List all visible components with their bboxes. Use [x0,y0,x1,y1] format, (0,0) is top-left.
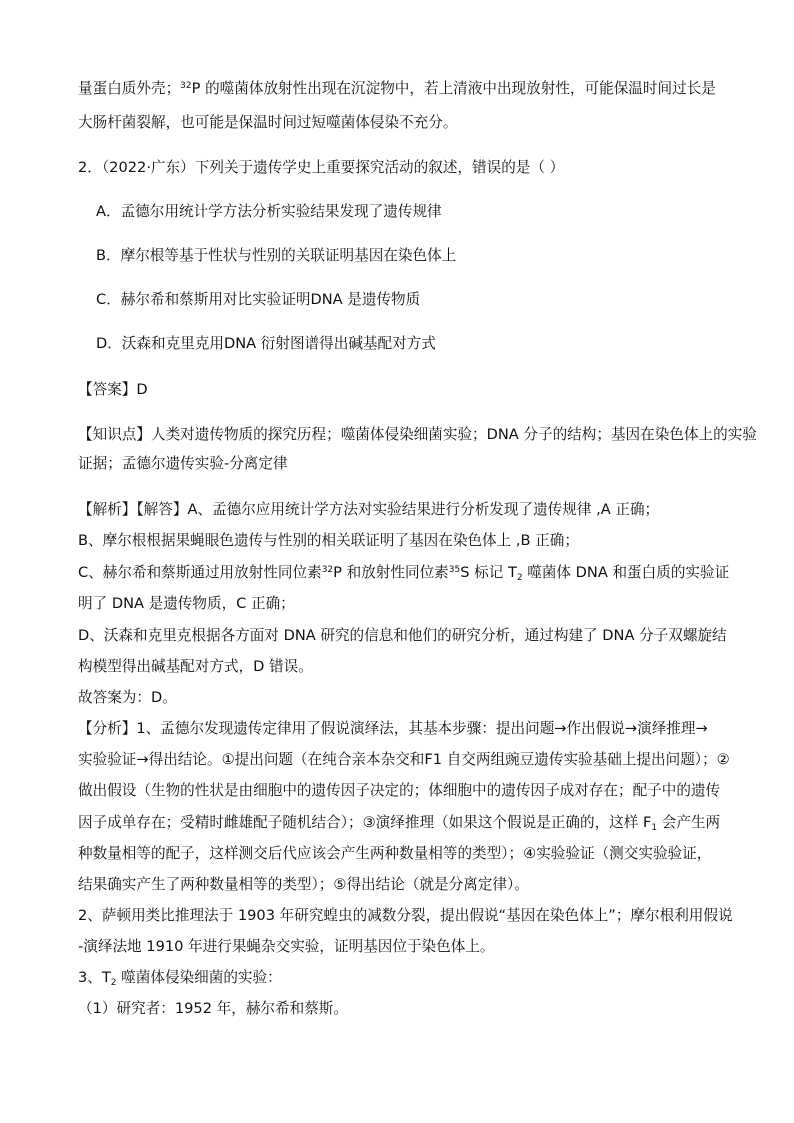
knowledge-points-cont: 证据；孟德尔遗传实验-分离定律 [78,455,288,472]
option-a: A．孟德尔用统计学方法分析实验结果发现了遗传规律 [96,203,442,220]
analysis-section: 结果确实产生了两种数量相等的类型）；⑤得出结论（就是分离定律）。 [78,876,529,893]
analysis-line: B、摩尔根根据果蝇眼色遗传与性别的相关联证明了基因在染色体上 ,B 正确； [78,532,579,549]
text-line: 大肠杆菌裂解，也可能是保温时间过短噬菌体侵染不充分。 [78,114,458,131]
analysis-line: C、赫尔希和蔡斯通过用放射性同位素$^{32}$P 和放射性同位素$^{35}$S 标记 $T_2$ 噬菌体 DNA 和蛋白质的实验证 [78,564,730,583]
analysis-section: 做出假设（生物的性状是由细胞中的遗传因子决定的；体细胞中的遗传因子成对存在；配子中的遗传 [78,782,721,799]
analysis-line: D、沃森和克里克根据各方面对 DNA 研究的信息和他们的研究分析，通过构建了 DNA 分子双螺旋结 [78,627,727,644]
analysis-section: 实验验证→得出结论。①提出问题（在纯合亲本杂交和F1 自交两组豌豆遗传实验基础上提出问题）；② [78,751,730,768]
option-c: C．赫尔希和蔡斯用对比实验证明DNA 是遗传物质 [96,291,421,308]
analysis-line: 明了 DNA 是遗传物质，C 正确； [78,595,295,612]
paragraph-3: 3、$T_2$ 噬菌体侵染细菌的实验： [78,969,282,988]
paragraph-3-item: （1）研究者：1952 年，赫尔希和蔡斯。 [78,1000,348,1017]
analysis-line: 【解析】【解答】A、孟德尔应用统计学方法对实验结果进行分析发现了遗传规律 ,A 正确； [78,501,660,518]
final-answer: 故答案为：D。 [78,689,177,706]
paragraph-2: 2、萨顿用类比推理法于 1903 年研究蝗虫的减数分裂，提出假说“基因在染色体上”；摩尔根利用假说 [78,907,733,924]
knowledge-points: 【知识点】人类对遗传物质的探究历程；噬菌体侵染细菌实验；DNA 分子的结构；基因在染色体上的实验 [78,426,757,443]
question-title: 2．（2022·广东）下列关于遗传学史上重要探究活动的叙述，错误的是（ ） [78,159,565,176]
option-b: B．摩尔根等基于性状与性别的关联证明基因在染色体上 [96,247,457,264]
analysis-line: 构模型得出碱基配对方式，D 错误。 [78,658,313,675]
option-d: D．沃森和克里克用DNA 衍射图谱得出碱基配对方式 [96,335,436,352]
text-line: 量蛋白质外壳；$^{32}$P 的噬菌体放射性出现在沉淀物中，若上清液中出现放射性，可能保温时间过长是 [78,80,716,97]
analysis-section: 【分析】1、孟德尔发现遗传定律用了假说演绎法，其基本步骤：提出问题→作出假说→演绎推理→ [78,720,708,737]
analysis-section: 种数量相等的配子，这样测交后代应该会产生两种数量相等的类型）；④实验验证（测交实验验证， [78,845,712,862]
paragraph-2-cont: -演绎法地 1910 年进行果蝇杂交实验，证明基因位于染色体上。 [78,938,495,955]
analysis-section: 因子成单存在；受精时雌雄配子随机结合）；③演绎推理（如果这个假说是正确的，这样 $F_1$ 会产生两 [78,814,721,833]
answer-line: 【答案】D [78,381,148,398]
